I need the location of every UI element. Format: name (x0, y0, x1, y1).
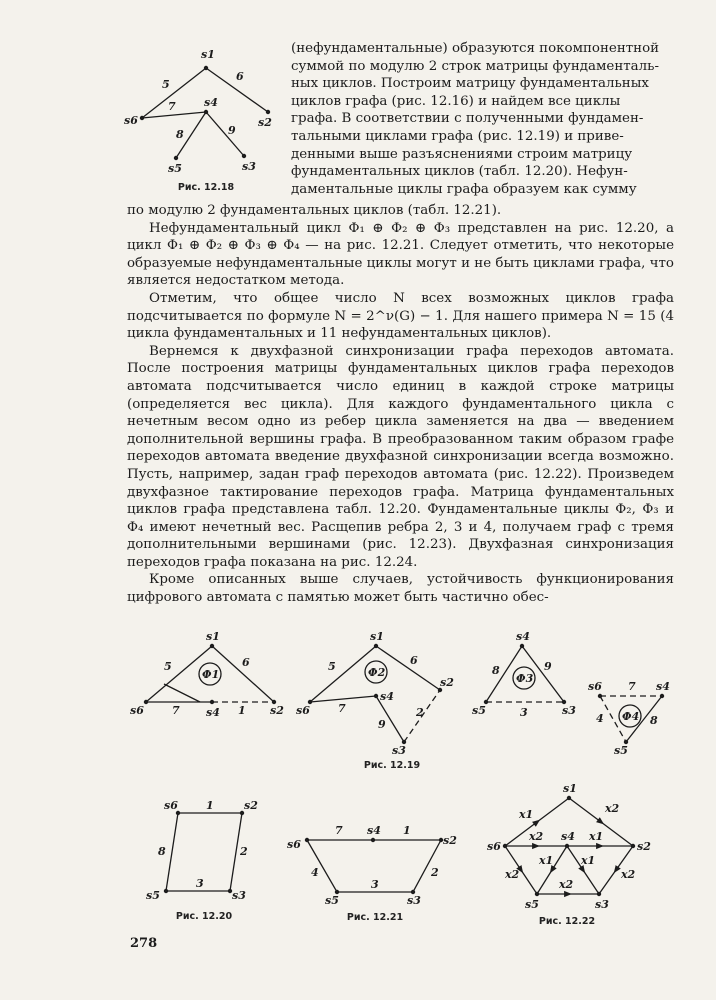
label-s5: s5 (168, 162, 182, 175)
label-e3: 3 (520, 706, 528, 719)
node-s4 (374, 694, 378, 698)
node-s1 (374, 644, 378, 648)
node-s6 (503, 844, 507, 848)
caption-12-21: Рис. 12.21 (346, 912, 404, 923)
node-s3 (597, 892, 601, 896)
label-e4: 4 (596, 712, 604, 725)
label-s3: s3 (407, 894, 421, 907)
node-s4 (371, 838, 375, 842)
label-e8: 8 (492, 664, 500, 677)
node-s4 (210, 700, 214, 704)
node-s5 (535, 892, 539, 896)
figure-12-19 (130, 632, 680, 777)
label-e9: 9 (228, 124, 236, 137)
label-phi: Φ2 (368, 666, 386, 679)
text-line: суммой по модулю 2 строк матрицы фундаменталь- (291, 58, 659, 74)
label-e2: 2 (240, 845, 248, 858)
label-e6: 6 (236, 70, 244, 83)
text-column-upper (291, 40, 674, 198)
label-e7: 7 (172, 704, 180, 717)
text-line: по модулю 2 фундаментальных циклов (табл. 12.21). (127, 203, 502, 218)
label-x2: x2 (621, 868, 636, 881)
text-line: ных циклов. Построим матрицу фундаментальных (291, 76, 649, 92)
label-s2: s2 (270, 704, 284, 717)
node-s3 (242, 154, 246, 158)
node-s2 (631, 844, 635, 848)
label-s3: s3 (392, 744, 406, 757)
label-s4: s4 (516, 630, 530, 643)
label-e3: 3 (196, 877, 204, 890)
figure-12-22 (485, 782, 665, 928)
cycle-phi3 (472, 630, 576, 719)
label-e6: 6 (242, 656, 250, 669)
paragraph-5: Кроме описанных выше случаев, устойчивость функционирования цифрового автомата с памятью может быть частично обес- (127, 572, 674, 606)
label-phi: Φ3 (516, 672, 534, 685)
text-line: циклов графа (рис. 12.16) и найдем все циклы (291, 93, 621, 109)
node-s1 (567, 796, 571, 800)
label-s2: s2 (443, 834, 457, 847)
label-s4: s4 (367, 824, 381, 837)
label-e5: 5 (328, 660, 336, 673)
label-e5: 5 (164, 660, 172, 673)
node-s6 (144, 700, 148, 704)
cycle-phi1 (130, 630, 284, 719)
figure-12-21 (285, 818, 475, 926)
figure-12-18 (118, 40, 288, 195)
label-e3: 3 (371, 878, 379, 891)
label-e8: 8 (158, 845, 166, 858)
label-s2: s2 (440, 676, 454, 689)
label-x1: x1 (539, 854, 554, 867)
label-e7: 7 (338, 702, 346, 715)
cycle-phi4 (588, 680, 670, 757)
label-e6: 6 (410, 654, 418, 667)
label-x2: x2 (529, 830, 544, 843)
label-x1: x1 (589, 830, 604, 843)
figure-12-20 (140, 795, 270, 925)
label-e7: 7 (335, 824, 343, 837)
label-s6: s6 (124, 114, 138, 127)
label-e2: 2 (431, 866, 439, 879)
label-s4: s4 (206, 706, 220, 719)
paragraph-4: Вернемся к двухфазной синхронизации графа переходов автомата. После построения матрицы фундаментальных циклов графа переходов автомата подсчитывается число единиц в каждой строке матрицы (определяется вес цикла). Для каждого фундаментального цикла с нечетным весом одно из ребер цикла заменяется на два — введением дополнительной вершины графа. В преобразованном таким образом графе переходов автомата введение двухфазной синхронизации всегда возможно. Пусть, например, задан граф переходов автомата (рис. 12.22). Произведем двухфазное тактирование переходов графа. Матрица фундаментальных циклов графа представлена табл. 12.20. Фундаментальные циклы Φ₂, Φ₃ и Φ₄ имеют нечетный вес. Расщепив ребра 2, 3 и 4, получаем граф с тремя дополнительными вершинами (рис. 12.23). Двухфазная синхронизация переходов графа показана на рис. 12.24. (127, 343, 674, 570)
text-line: фундаментальных циклов (табл. 12.20). Нефун- (291, 164, 628, 180)
label-s2: s2 (637, 840, 651, 853)
label-s6: s6 (287, 838, 301, 851)
label-x2: x2 (559, 878, 574, 891)
label-s3: s3 (232, 889, 246, 902)
label-s5: s5 (472, 704, 486, 717)
label-e7: 7 (168, 100, 176, 113)
graph-12-20 (140, 795, 270, 925)
label-x1: x1 (519, 808, 534, 821)
paragraph-3: Отметим, что общее число N всех возможных циклов графа подсчитывается по формуле N = 2^ν(G) − 1. Для нашего примера N = 15 (4 цикла фундаментальных и 11 нефундаментальных циклов). (127, 290, 674, 342)
graph-12-22 (485, 782, 665, 928)
text-line: даментальные циклы графа образуем как сумму (291, 181, 637, 197)
label-phi: Φ1 (202, 668, 220, 681)
text-line: тальными циклами графа (рис. 12.19) и приве- (291, 128, 624, 144)
label-s1: s1 (563, 782, 577, 795)
label-e7: 7 (628, 680, 636, 693)
graph-12-21 (285, 818, 475, 926)
graph-12-19 (130, 632, 680, 777)
label-e1: 1 (206, 799, 214, 812)
node-s5 (174, 156, 178, 160)
label-s1: s1 (206, 630, 220, 643)
label-x1: x1 (581, 854, 596, 867)
label-s2: s2 (258, 116, 272, 129)
label-e1: 1 (238, 704, 246, 717)
label-s5: s5 (325, 894, 339, 907)
label-s3: s3 (595, 898, 609, 911)
label-s6: s6 (130, 704, 144, 717)
label-e4: 4 (311, 866, 319, 879)
text-line: графа. В соответствии с полученными фундамен- (291, 111, 644, 127)
label-s6: s6 (164, 799, 178, 812)
caption-12-20: Рис. 12.20 (175, 911, 233, 922)
text-column-main (127, 202, 674, 607)
caption-12-19: Рис. 12.19 (363, 760, 421, 771)
paragraph-2: Нефундаментальный цикл Φ₁ ⊕ Φ₂ ⊕ Φ₃ представлен на рис. 12.20, а цикл Φ₁ ⊕ Φ₂ ⊕ Φ₃ ⊕ Φ₄ — на рис. 12.21. Следует отметить, что некоторые образуемые нефундаментальные циклы могут и не быть циклами графа, что является недостатком метода. (127, 220, 674, 289)
node-s6 (140, 116, 144, 120)
label-s4: s4 (656, 680, 670, 693)
caption-12-22: Рис. 12.22 (538, 916, 596, 927)
edge-8 (166, 813, 178, 891)
label-s6: s6 (296, 704, 310, 717)
label-s4: s4 (380, 690, 394, 703)
page-number: 278 (130, 936, 158, 951)
text-line: (нефундаментальные) образуются покомпонентной (291, 41, 660, 56)
node-s6 (305, 838, 309, 842)
label-s4: s4 (561, 830, 575, 843)
node-s1 (204, 66, 208, 70)
node-s4 (660, 694, 664, 698)
label-e1: 1 (403, 824, 411, 837)
label-s5: s5 (525, 898, 539, 911)
label-s6: s6 (487, 840, 501, 853)
node-s4 (520, 644, 524, 648)
label-e5: 5 (162, 78, 170, 91)
label-s1: s1 (201, 48, 215, 61)
label-s3: s3 (242, 160, 256, 173)
graph-12-18 (118, 40, 288, 195)
label-s3: s3 (562, 704, 576, 717)
node-s6 (598, 694, 602, 698)
edge-9 (206, 112, 244, 156)
label-e8: 8 (176, 128, 184, 141)
edge-5 (310, 646, 376, 702)
label-s1: s1 (370, 630, 384, 643)
node-s4 (565, 844, 569, 848)
cycle-phi2 (296, 630, 454, 757)
label-e8: 8 (650, 714, 658, 727)
node-s5 (164, 889, 168, 893)
label-s5: s5 (146, 889, 160, 902)
label-e9: 9 (544, 660, 552, 673)
label-phi: Φ4 (622, 710, 640, 723)
node-s1 (210, 644, 214, 648)
label-e2: 2 (416, 706, 424, 719)
node-s2 (266, 110, 270, 114)
text-line: денными выше разъяснениями строим матрицу (291, 146, 633, 162)
edge-7-diag (164, 684, 200, 702)
label-s2: s2 (244, 799, 258, 812)
label-s5: s5 (614, 744, 628, 757)
node-s4 (204, 110, 208, 114)
label-e9: 9 (378, 718, 386, 731)
label-x2: x2 (605, 802, 620, 815)
label-x2: x2 (505, 868, 520, 881)
label-s6: s6 (588, 680, 602, 693)
label-s4: s4 (204, 96, 218, 109)
caption-12-18: Рис. 12.18 (177, 182, 235, 193)
